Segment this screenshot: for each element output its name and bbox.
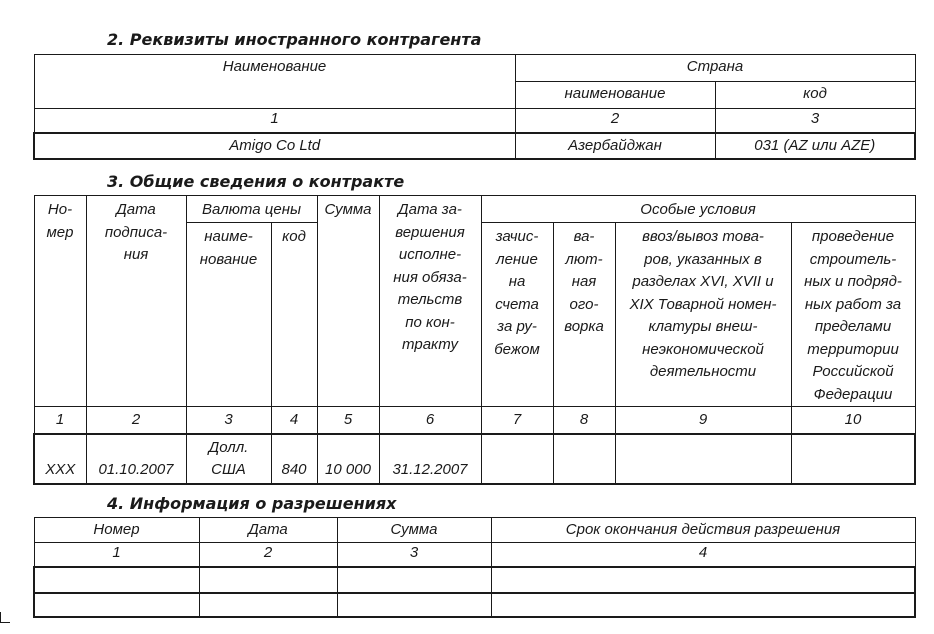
header-sign-date: Дата подписа- ния: [86, 196, 186, 407]
permit-date-cell[interactable]: [199, 593, 337, 617]
permit-expiry-cell[interactable]: [491, 593, 915, 617]
col-number: 3: [715, 109, 915, 133]
col-number: 8: [553, 407, 615, 434]
special-import-export-cell[interactable]: [615, 434, 791, 484]
col-number: 2: [86, 407, 186, 434]
col-number: 4: [271, 407, 317, 434]
header-country-name: наименование: [515, 82, 715, 109]
special-construction-cell[interactable]: [791, 434, 915, 484]
header-special-construction: проведение строитель- ных и подряд- ных работ за пределами территории Российской Федерации: [791, 223, 915, 407]
header-currency-code: код: [271, 223, 317, 407]
permit-expiry-cell[interactable]: [491, 567, 915, 593]
col-number: 1: [34, 407, 86, 434]
header-contract-number: Но- мер: [34, 196, 86, 407]
header-permit-expiry: Срок окончания действия разрешения: [491, 518, 915, 543]
col-number: 3: [337, 543, 491, 567]
special-abroad-accounts-cell[interactable]: [481, 434, 553, 484]
col-number: 9: [615, 407, 791, 434]
header-currency-name: наиме- нование: [186, 223, 271, 407]
col-number: 1: [34, 109, 515, 133]
header-special-import-export: ввоз/вывоз това- ров, указанных в разделах XVI, XVII и XIX Товарной номен- клатуры внеш- неэкономической деятельности: [615, 223, 791, 407]
contract-table: [33, 195, 916, 485]
col-number: 4: [491, 543, 915, 567]
permits-table: [33, 517, 916, 618]
header-special-conditions: Особые условия: [481, 196, 915, 223]
permit-date-cell[interactable]: [199, 567, 337, 593]
col-number: 5: [317, 407, 379, 434]
permit-sum-cell[interactable]: [337, 593, 491, 617]
contract-number-cell[interactable]: XXX: [34, 434, 86, 484]
header-country: Страна: [515, 55, 915, 82]
sum-cell[interactable]: 10 000: [317, 434, 379, 484]
counterparty-table: [33, 54, 916, 160]
header-sum: Сумма: [317, 196, 379, 407]
section-3-title: 3. Общие сведения о контракте: [107, 172, 405, 191]
header-special-abroad-accounts: зачис- ление на счета за ру- бежом: [481, 223, 553, 407]
special-currency-clause-cell[interactable]: [553, 434, 615, 484]
col-number: 1: [34, 543, 199, 567]
header-permit-date: Дата: [199, 518, 337, 543]
header-permit-number: Номер: [34, 518, 199, 543]
permit-number-cell[interactable]: [34, 593, 199, 617]
col-number: 3: [186, 407, 271, 434]
section-4-title: 4. Информация о разрешениях: [107, 494, 397, 513]
counterparty-name-cell[interactable]: Amigo Co Ltd: [34, 133, 515, 159]
header-name: Наименование: [34, 55, 515, 109]
crop-mark: [0, 612, 10, 623]
header-country-code: код: [715, 82, 915, 109]
end-date-cell[interactable]: 31.12.2007: [379, 434, 481, 484]
permit-number-cell[interactable]: [34, 567, 199, 593]
permit-sum-cell[interactable]: [337, 567, 491, 593]
header-special-currency-clause: ва- лют- ная ого- ворка: [553, 223, 615, 407]
country-code-cell[interactable]: 031 (AZ или AZE): [715, 133, 915, 159]
col-number: 2: [515, 109, 715, 133]
country-name-cell[interactable]: Азербайджан: [515, 133, 715, 159]
col-number: 2: [199, 543, 337, 567]
sign-date-cell[interactable]: 01.10.2007: [86, 434, 186, 484]
header-permit-sum: Сумма: [337, 518, 491, 543]
section-2-title: 2. Реквизиты иностранного контрагента: [107, 30, 482, 49]
col-number: 7: [481, 407, 553, 434]
col-number: 6: [379, 407, 481, 434]
currency-name-cell[interactable]: Долл. США: [186, 434, 271, 484]
header-currency: Валюта цены: [186, 196, 317, 223]
currency-code-cell[interactable]: 840: [271, 434, 317, 484]
col-number: 10: [791, 407, 915, 434]
header-end-date: Дата за- вершения исполне- ния обяза- тельств по кон- тракту: [379, 196, 481, 407]
